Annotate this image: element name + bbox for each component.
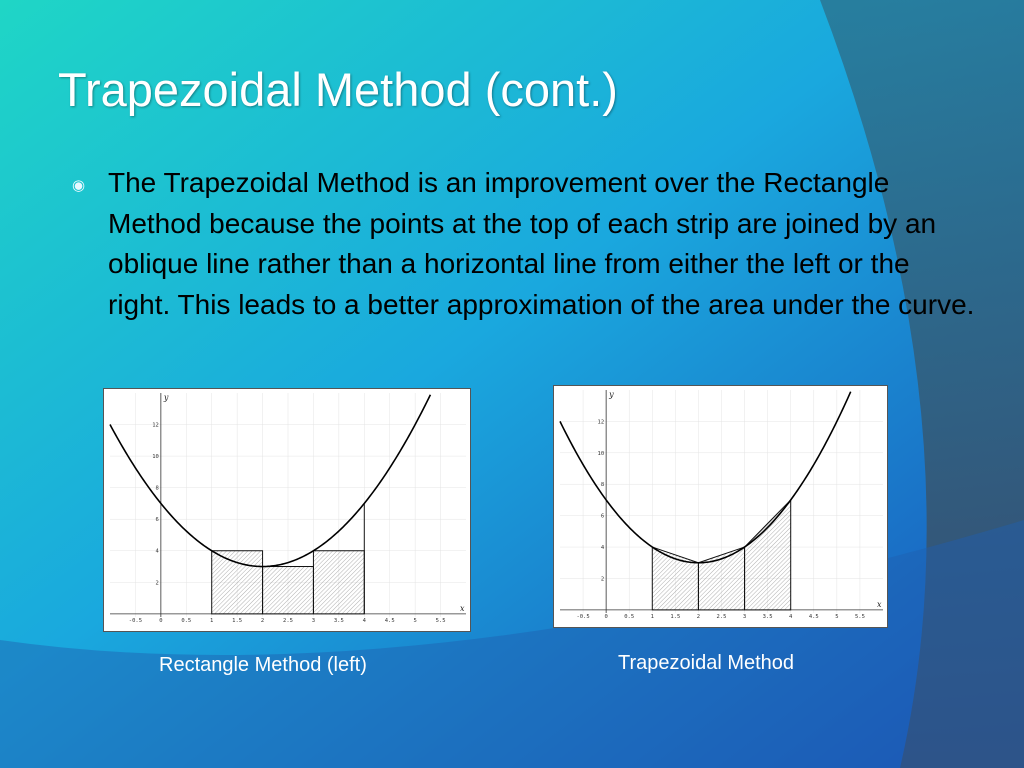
- x-tick-label: 0.5: [624, 613, 635, 620]
- x-tick-label: 2: [260, 617, 265, 624]
- x-tick-label: 0: [159, 617, 163, 624]
- x-tick-label: 0: [604, 613, 608, 620]
- x-tick-label: 1: [650, 613, 654, 620]
- x-tick-label: 3.5: [333, 617, 344, 624]
- y-axis-label: y: [609, 390, 614, 399]
- x-tick-label: 2.5: [283, 617, 293, 624]
- x-tick-label: -0.5: [576, 613, 590, 620]
- y-tick-label: 12: [597, 419, 605, 426]
- x-tick-label: 3.5: [762, 613, 773, 620]
- x-tick-label: 1: [210, 617, 214, 624]
- y-tick-label: 10: [152, 454, 159, 461]
- x-tick-label: 5: [413, 617, 417, 624]
- y-tick-label: 4: [600, 545, 605, 552]
- y-tick-label: 10: [597, 450, 605, 457]
- slide-title: Trapezoidal Method (cont.): [58, 63, 618, 116]
- y-tick-label: 2: [155, 580, 159, 587]
- x-tick-label: 4.5: [384, 617, 395, 624]
- y-tick-label: 2: [600, 576, 605, 583]
- rectangle-method-caption: Rectangle Method (left): [159, 654, 367, 676]
- x-tick-label: 4: [789, 613, 793, 620]
- y-tick-label: 6: [155, 517, 159, 524]
- x-tick-label: 2: [696, 613, 701, 620]
- rectangle-strip: [212, 551, 263, 614]
- rectangle-strip: [263, 567, 314, 614]
- trapezoid-strip: [652, 547, 698, 610]
- x-tick-label: 1.5: [670, 613, 681, 620]
- x-axis-label: x: [877, 599, 882, 609]
- x-tick-label: 3: [311, 617, 316, 624]
- y-tick-label: 8: [600, 482, 605, 489]
- x-axis-label: x: [460, 603, 465, 613]
- x-tick-label: 4.5: [808, 613, 819, 620]
- x-tick-label: 5.5: [854, 613, 865, 620]
- x-tick-label: 0.5: [181, 617, 192, 624]
- x-tick-label: 2.5: [716, 613, 727, 620]
- y-tick-label: 4: [155, 548, 159, 555]
- trapezoid-strip: [698, 547, 744, 610]
- y-tick-label: 6: [600, 513, 605, 520]
- x-tick-label: 4: [362, 617, 366, 624]
- x-tick-label: 3: [742, 613, 747, 620]
- x-tick-label: -0.5: [128, 617, 143, 624]
- body-paragraph: The Trapezoidal Method is an improvement over the Rectangle Method because the points at the top of each strip are joined by an oblique line rather than a horizontal line from either the left or the right. This leads to a better approximation of the area under the curve.: [108, 167, 975, 320]
- rectangle-method-graph: [103, 388, 471, 632]
- y-tick-label: 12: [152, 422, 159, 429]
- circle-dot-bullet-icon: ◉: [72, 177, 86, 194]
- x-tick-label: 5: [835, 613, 839, 620]
- trapezoidal-method-caption: Trapezoidal Method: [618, 652, 795, 674]
- y-axis-label: y: [163, 393, 169, 402]
- trapezoidal-method-graph: [553, 385, 888, 628]
- x-tick-label: 5.5: [435, 617, 446, 624]
- x-tick-label: 1.5: [232, 617, 243, 624]
- parabola-curve: [560, 392, 851, 563]
- y-tick-label: 8: [155, 485, 159, 492]
- rectangle-strip: [313, 551, 364, 614]
- parabola-curve: [110, 395, 430, 567]
